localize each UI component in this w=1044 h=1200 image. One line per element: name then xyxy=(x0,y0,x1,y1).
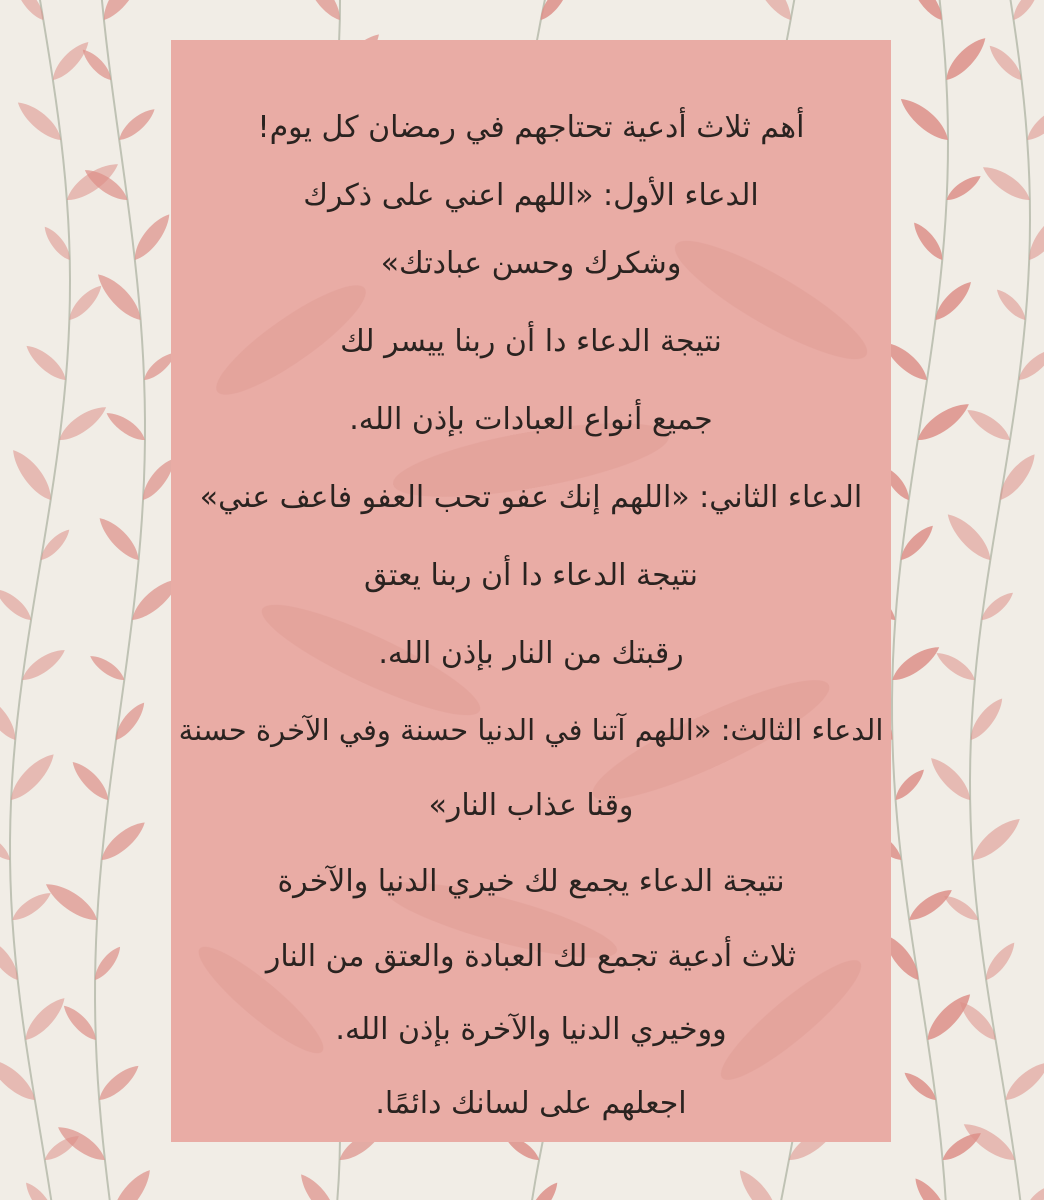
prayer-line: رقبتك من النار بإذن الله. xyxy=(378,636,684,671)
prayer-line: ثلاث أدعية تجمع لك العبادة والعتق من النار xyxy=(265,939,797,974)
leaf-shape xyxy=(0,584,35,624)
prayer-line-closing: اجعلهم على لسانك دائمًا. xyxy=(375,1086,687,1121)
leaf-shape xyxy=(111,699,149,744)
leaf-shape xyxy=(87,651,128,684)
leaf-shape xyxy=(981,939,1019,984)
leaf-shape xyxy=(103,408,149,445)
leaf-shape xyxy=(967,812,1025,866)
prayer-line: الدعاء الثاني: «اللهم إنك عفو تحب العفو فاعف عني» xyxy=(199,480,863,515)
leaf-shape xyxy=(19,993,69,1046)
leaf-shape xyxy=(926,753,976,806)
prayer-text xyxy=(171,40,891,1142)
leaf-shape xyxy=(905,884,956,925)
leaf-shape xyxy=(1000,1056,1044,1105)
leaf-shape xyxy=(94,1060,143,1105)
prayer-line: الدعاء الثالث: «اللهم آتنا في الدنيا حسنة وفي الآخرة حسنة xyxy=(178,713,884,747)
leaf-shape xyxy=(955,997,1001,1045)
prayer-line: نتيجة الدعاء دا أن ربنا يعتق xyxy=(364,558,698,593)
leaf-shape xyxy=(1022,205,1044,265)
prayer-line-title: أهم ثلاث أدعية تحتاجهم في رمضان كل يوم! xyxy=(257,110,805,145)
leaf-shape xyxy=(41,877,102,927)
leaf-shape xyxy=(37,525,74,563)
leaf-shape xyxy=(115,104,159,144)
prayer-line: نتيجة الدعاء دا أن ربنا ييسر لك xyxy=(340,324,722,359)
leaf-shape xyxy=(8,888,54,925)
leaf-shape xyxy=(942,508,997,565)
leaf-shape xyxy=(47,37,93,85)
prayer-line: وقنا عذاب النار» xyxy=(428,788,634,823)
leaf-shape xyxy=(21,1179,59,1200)
leaf-shape xyxy=(909,219,947,264)
leaf-shape xyxy=(933,648,979,685)
prayer-line: جميع أنواع العبادات بإذن الله. xyxy=(349,402,713,437)
leaf-shape xyxy=(943,171,984,204)
leaf-shape xyxy=(94,513,144,566)
leaf-shape xyxy=(1009,0,1043,23)
leaf-shape xyxy=(733,1165,784,1200)
leaf-shape xyxy=(105,1165,156,1200)
prayer-line: ووخيري الدنيا والآخرة بإذن الله. xyxy=(335,1012,727,1047)
leaf-shape xyxy=(940,33,990,86)
prayer-line: وشكرك وحسن عبادتك» xyxy=(380,246,682,281)
leaf-shape xyxy=(913,397,974,447)
leaf-shape xyxy=(993,285,1030,323)
leaf-shape xyxy=(964,404,1015,445)
leaf-shape xyxy=(22,340,71,385)
leaf-shape xyxy=(0,934,24,984)
leaf-shape xyxy=(896,92,954,146)
leaf-shape xyxy=(7,445,58,505)
leaf-shape xyxy=(888,640,944,686)
leaf-shape xyxy=(891,765,928,803)
prayer-line: الدعاء الأول: «اللهم اعني على ذكرك xyxy=(303,178,759,213)
prayer-line: نتيجة الدعاء يجمع لك خيري الدنيا والآخرة xyxy=(277,864,785,899)
leaf-shape xyxy=(68,757,114,805)
prayer-card xyxy=(171,40,891,1142)
leaf-shape xyxy=(0,828,14,864)
leaf-shape xyxy=(994,449,1041,504)
leaf-shape xyxy=(128,209,175,264)
leaf-shape xyxy=(524,1179,562,1200)
leaf-shape xyxy=(979,160,1035,206)
leaf-shape xyxy=(1018,1183,1044,1200)
leaf-shape xyxy=(295,1169,342,1200)
